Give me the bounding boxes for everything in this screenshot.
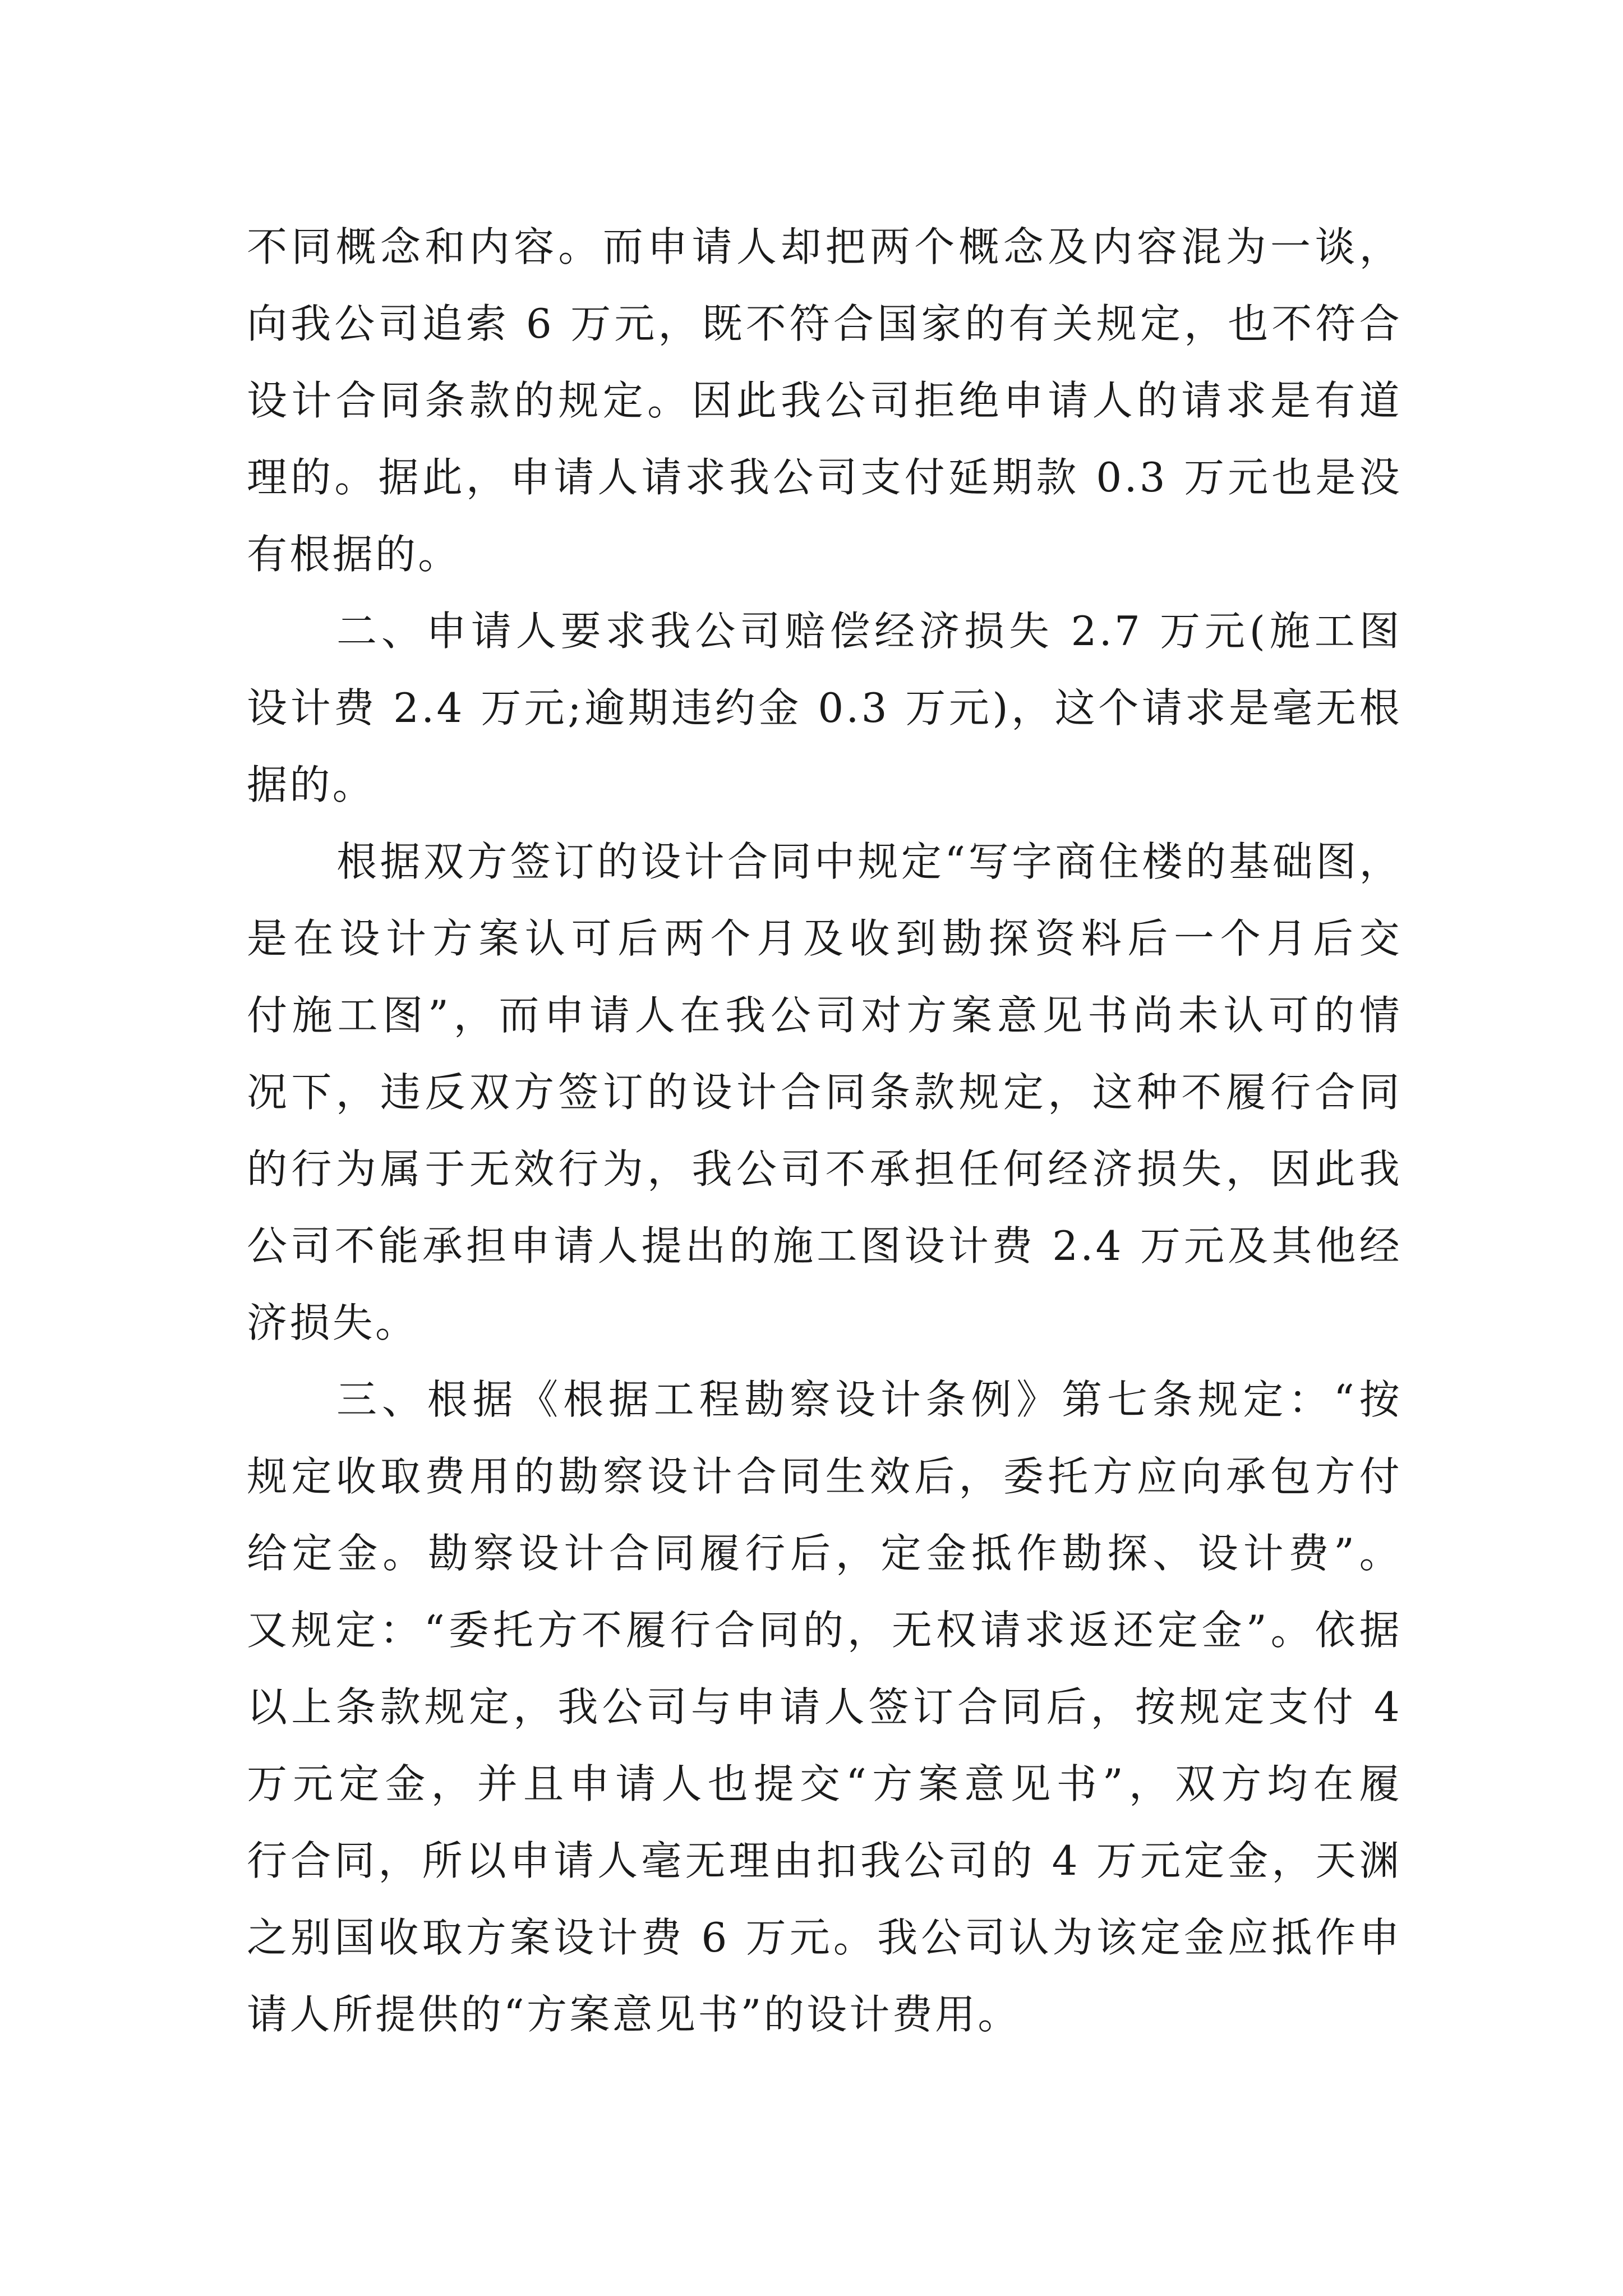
text-line: 规定收取费用的勘察设计合同生效后，委托方应向承包方付 bbox=[247, 1453, 1402, 1500]
text-line: 济损失。 bbox=[247, 1299, 418, 1346]
text-line: 不同概念和内容。而申请人却把两个概念及内容混为一谈， bbox=[247, 223, 1402, 270]
text-line: 给定金。勘察设计合同履行后，定金抵作勘探、设计费”。 bbox=[247, 1530, 1402, 1577]
text-line: 之别国收取方案设计费 6 万元。我公司认为该定金应抵作申 bbox=[247, 1914, 1402, 1961]
text-line: 况下，违反双方签订的设计合同条款规定，这种不履行合同 bbox=[247, 1069, 1402, 1116]
text-line: 有根据的。 bbox=[247, 531, 461, 578]
text-line: 是在设计方案认可后两个月及收到勘探资料后一个月后交 bbox=[247, 915, 1402, 962]
text-line: 又规定：“委托方不履行合同的，无权请求返还定金”。依据 bbox=[247, 1607, 1402, 1654]
text-line: 请人所提供的“方案意见书”的设计费用。 bbox=[247, 1991, 1021, 2038]
text-line: 万元定金，并且申请人也提交“方案意见书”，双方均在履 bbox=[247, 1760, 1402, 1807]
paragraph-first-line: 根据双方签订的设计合同中规定“写字商住楼的基础图， bbox=[336, 838, 1402, 885]
text-line: 设计合同条款的规定。因此我公司拒绝申请人的请求是有道 bbox=[247, 377, 1402, 424]
paragraph-first-line: 二、申请人要求我公司赔偿经济损失 2.7 万元(施工图 bbox=[336, 608, 1402, 655]
text-line: 的行为属于无效行为，我公司不承担任何经济损失，因此我 bbox=[247, 1145, 1402, 1193]
text-line: 付施工图”，而申请人在我公司对方案意见书尚未认可的情 bbox=[247, 992, 1402, 1039]
text-line: 向我公司追索 6 万元，既不符合国家的有关规定，也不符合 bbox=[247, 300, 1402, 347]
text-line: 设计费 2.4 万元;逾期违约金 0.3 万元)，这个请求是毫无根 bbox=[247, 684, 1402, 731]
text-line: 行合同，所以申请人毫无理由扣我公司的 4 万元定金，天渊 bbox=[247, 1837, 1402, 1884]
text-line: 公司不能承担申请人提出的施工图设计费 2.4 万元及其他经 bbox=[247, 1222, 1402, 1269]
text-line: 以上条款规定，我公司与申请人签订合同后，按规定支付 4 bbox=[247, 1683, 1402, 1731]
text-line: 理的。据此，申请人请求我公司支付延期款 0.3 万元也是没 bbox=[247, 454, 1402, 501]
paragraph-first-line: 三、根据《根据工程勘察设计条例》第七条规定：“按 bbox=[336, 1376, 1402, 1423]
text-line: 据的。 bbox=[247, 761, 375, 808]
